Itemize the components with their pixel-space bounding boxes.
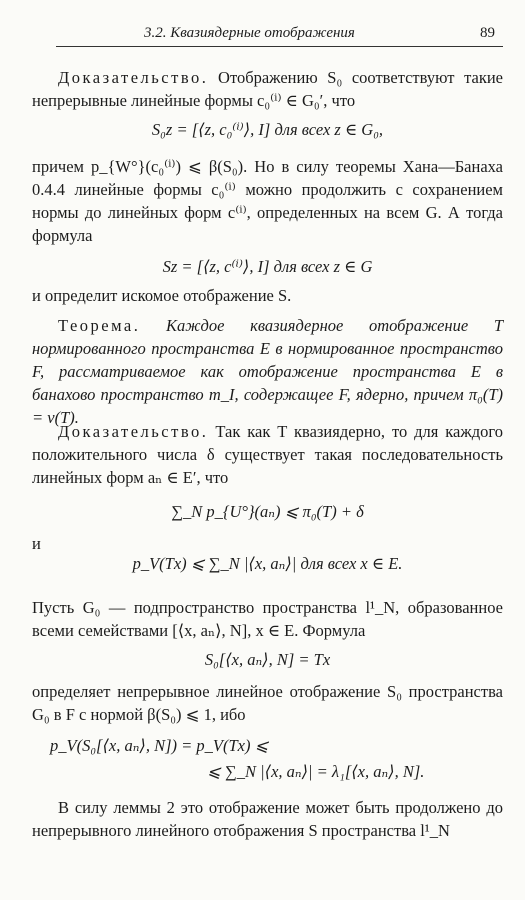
proof2-text: Так как T квазиядерно, то для каждого положительного числа δ существует такая последовательность линейных форм aₙ ∈ E′, что bbox=[32, 422, 504, 487]
proof1-conclusion: и определит искомое отображение S. bbox=[32, 286, 292, 305]
formula-sz: Sz = [⟨z, c⁽ⁱ⁾⟩, I] для всех z ∈ G bbox=[162, 257, 373, 276]
proof2-intro bbox=[32, 420, 503, 489]
formula-s0z: S₀z = [⟨z, c₀⁽ⁱ⁾⟩, I] для всех z ∈ G₀, bbox=[151, 120, 384, 139]
section-title: 3.2. Квазиядерные отображения bbox=[144, 25, 355, 41]
running-header bbox=[56, 22, 503, 47]
theorem-text: Каждое квазиядерное отображение T нормированного пространства E в нормированное пространство F, рассматриваемое как отображение пространства E в банахово пространство m_I, содержащее F, ядерно, причем π₀(T) = ν(T). bbox=[32, 316, 503, 427]
theorem bbox=[32, 314, 503, 429]
proof2-text4: В силу леммы 2 это отображение может быть продолжено до непрерывного линейного отображения S пространства l¹_N bbox=[32, 798, 503, 840]
formula-chain-2: ⩽ ∑_N |⟨x, aₙ⟩| = λ₁[⟨x, aₙ⟩, N]. bbox=[207, 762, 425, 781]
theorem-label: Теорема. bbox=[58, 316, 141, 335]
formula-s0-def: S₀[⟨x, aₙ⟩, N] = Tx bbox=[204, 650, 331, 669]
formula-chain-1: p_V(S₀[⟨x, aₙ⟩, N]) = p_V(Tx) ⩽ bbox=[50, 736, 269, 755]
proof1-text: причем p_{W°}(c₀⁽ⁱ⁾) ⩽ β(S₀). Но в силу теоремы Хана—Банаха 0.4.4 линейные формы c₀⁽ⁱ⁾ можно продолжить с сохранением нормы до линейных форм c⁽ⁱ⁾, определенных на всем G. А тогда формула bbox=[32, 157, 503, 245]
formula-pv-bound: p_V(Tx) ⩽ ∑_N |⟨x, aₙ⟩| для всех x ∈ E. bbox=[132, 554, 403, 573]
proof1-intro bbox=[32, 66, 503, 112]
proof1-line2: такие непрерывные линейные формы c₀⁽ⁱ⁾ ∈ G₀′, что bbox=[32, 68, 503, 110]
proof2-text3: определяет непрерывное линейное отображение S₀ пространства G₀ в F с нормой β(S₀) ⩽ 1, ибо bbox=[32, 682, 503, 724]
proof2-text2: Пусть G₀ — подпространство пространства l¹_N, образованное всеми семействами [⟨x, aₙ⟩, N], x ∈ E. Формула bbox=[32, 598, 503, 640]
page-number: 89 bbox=[480, 25, 495, 41]
conjunction-and: и bbox=[32, 534, 41, 553]
proof-label: Доказательство. bbox=[58, 68, 209, 87]
formula-sum-bound: ∑_N p_{U°}(aₙ) ⩽ π₀(T) + δ bbox=[171, 502, 364, 521]
proof-label: Доказательство. bbox=[58, 422, 209, 441]
proof1-line1: Отображению S₀ соответствуют bbox=[218, 68, 455, 87]
